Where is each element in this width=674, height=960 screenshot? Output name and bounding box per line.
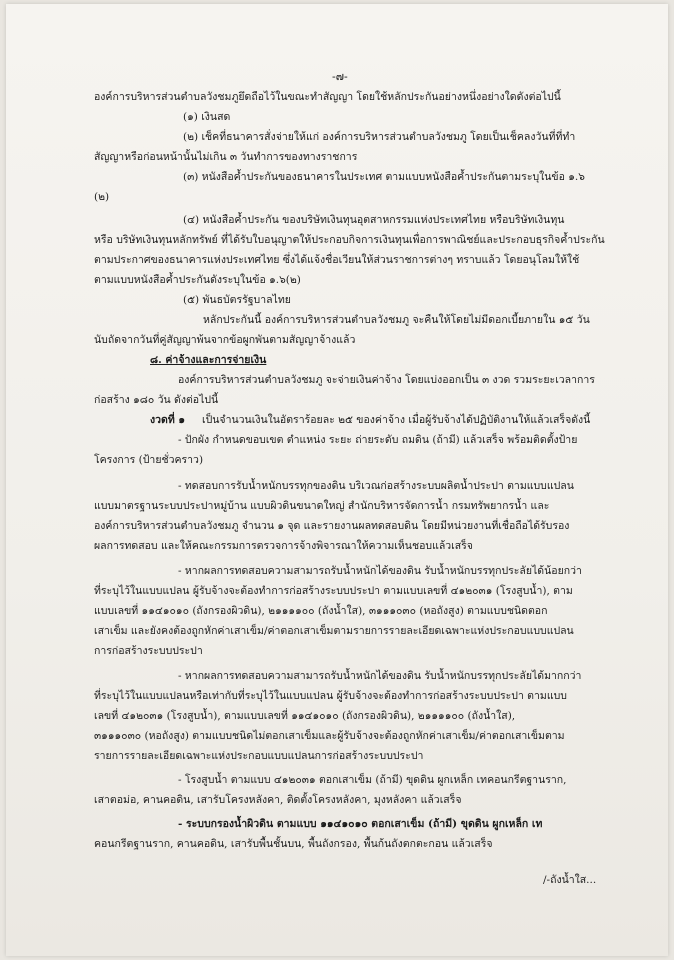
page-number: -๗- — [332, 70, 348, 83]
text-line: การก่อสร้างระบบประปา — [94, 645, 203, 657]
continuation-note: /-ถังน้ำใส... — [543, 874, 597, 886]
text-line: (๓) หนังสือค้ำประกันของธนาคารในประเทศ ตามแบบหนังสือค้ำประกันตามระบุในข้อ ๑.๖ — [183, 171, 585, 183]
text-line: ตามแบบหนังสือค้ำประกันดังระบุในข้อ ๑.๖(๒) — [94, 274, 301, 286]
text-line: (๔) หนังสือค้ำประกัน ของบริษัทเงินทุนอุตสาหกรรมแห่งประเทศไทย หรือบริษัทเงินทุน — [183, 214, 565, 226]
text-line: คอนกรีตฐานราก, คานคอดิน, เสารับพื้นชั้นบน, พื้นถังกรอง, พื้นก้นถังตกตะกอน แล้วเสร็จ — [94, 838, 493, 850]
text-line: ก่อสร้าง ๑๘๐ วัน ดังต่อไปนี้ — [94, 394, 219, 406]
text-line: เสาตอม่อ, คานคอดิน, เสารับโครงหลังคา, ติดตั้งโครงหลังคา, มุงหลังคา แล้วเสร็จ — [94, 794, 462, 806]
text-line: - ปักผัง กำหนดขอบเขต ตำแหน่ง ระยะ ถ่ายระดับ ถมดิน (ถ้ามี) แล้วเสร็จ พร้อมติดตั้งป้าย — [178, 434, 578, 446]
text-line: องค์การบริหารส่วนตำบลวังชมภู จะจ่ายเงินค่าจ้าง โดยแบ่งออกเป็น ๓ งวด รวมระยะเวลาการ — [178, 374, 595, 386]
section-heading: ๘. ค่าจ้างและการจ่ายเงิน — [150, 354, 267, 366]
text-line: - โรงสูบน้ำ ตามแบบ ๔๑๒๐๓๑ ตอกเสาเข็ม (ถ้ามี) ขุดดิน ผูกเหล็ก เทคอนกรีตฐานราก, — [178, 774, 567, 786]
text-line: ๓๑๑๑๐๓๐ (หอถังสูง) ตามแบบชนิดไม่ตอกเสาเข็มและผู้รับจ้างจะต้องถูกหักค่าเสาเข็ม/ค่าตอกเสาเข็มตาม — [94, 730, 565, 742]
text-line: เสาเข็ม และยังคงต้องถูกหักค่าเสาเข็ม/ค่าตอกเสาเข็มตามรายการรายละเอียดเฉพาะแห่งประกอบแบบแปลน — [94, 625, 574, 637]
text-line: - หากผลการทดสอบความสามารถรับน้ำหนักได้ของดิน รับน้ำหนักบรรทุกประลัยได้น้อยกว่า — [178, 565, 582, 577]
text-line: ที่ระบุไว้ในแบบแปลน ผู้รับจ้างจะต้องทำการก่อสร้างระบบประปา ตามแบบเลขที่ ๔๑๒๐๓๑ (โรงสูบน้ำ), ตาม — [94, 585, 573, 597]
text-line: หรือ บริษัทเงินทุนหลักทรัพย์ ที่ได้รับใบอนุญาตให้ประกอบกิจการเงินทุนเพื่อการพาณิชย์และประกอบธุรกิจค้ำประกัน — [94, 234, 605, 246]
text-line: องค์การบริหารส่วนตำบลวังชมภูยึดถือไว้ในขณะทำสัญญา โดยใช้หลักประกันอย่างหนึ่งอย่างใดดังต่อไปนี้ — [94, 91, 561, 103]
text-line: เป็นจำนวนเงินในอัตราร้อยละ ๒๕ ของค่าจ้าง เมื่อผู้รับจ้างได้ปฏิบัติงานให้แล้วเสร็จดังนี้ — [202, 414, 591, 426]
text-line: แบบเลขที่ ๑๑๔๑๐๑๐ (ถังกรองผิวดิน), ๒๑๑๑๑๐๐ (ถังน้ำใส), ๓๑๑๑๐๓๐ (หอถังสูง) ตามแบบชนิดตอก — [94, 605, 548, 617]
text-line: รายการรายละเอียดเฉพาะแห่งประกอบแบบแปลนการก่อสร้างระบบประปา — [94, 750, 424, 762]
text-line: เลขที่ ๔๑๒๐๓๑ (โรงสูบน้ำ), ตามแบบเลขที่ ๑๑๔๑๐๑๐ (ถังกรองผิวดิน), ๒๑๑๑๑๐๐ (ถังน้ำใส), — [94, 710, 516, 722]
text-line: นับถัดจากวันที่คู่สัญญาพ้นจากข้อผูกพันตามสัญญาจ้างแล้ว — [94, 334, 356, 346]
text-line: หลักประกันนี้ องค์การบริหารส่วนตำบลวังชมภู จะคืนให้โดยไม่มีดอกเบี้ยภายใน ๑๕ วัน — [203, 314, 590, 326]
text-line: - ทดสอบการรับน้ำหนักบรรทุกของดิน บริเวณก่อสร้างระบบผลิตน้ำประปา ตามแบบแปลน — [178, 480, 574, 492]
text-line: แบบมาตรฐานระบบประปาหมู่บ้าน แบบผิวดินขนาดใหญ่ สำนักบริหารจัดการน้ำ กรมทรัพยากรน้ำ และ — [94, 500, 550, 512]
text-line: สัญญาหรือก่อนหน้านั้นไม่เกิน ๓ วันทำการของทางราชการ — [94, 151, 358, 163]
text-line: - ระบบกรองน้ำผิวดิน ตามแบบ ๑๑๔๑๐๑๐ ตอกเสาเข็ม (ถ้ามี) ขุดดิน ผูกเหล็ก เท — [178, 818, 543, 830]
text-line: (๒) — [94, 191, 110, 203]
text-line: (๕) พันธบัตรรัฐบาลไทย — [183, 294, 291, 306]
text-line: ที่ระบุไว้ในแบบแปลนหรือเท่ากับที่ระบุไว้ในแบบแปลน ผู้รับจ้างจะต้องทำการก่อสร้างระบบประปา ตามแบบ — [94, 690, 567, 702]
text-line: (๑) เงินสด — [183, 111, 231, 123]
installment-label: งวดที่ ๑ — [150, 414, 186, 426]
text-line: โครงการ (ป้ายชั่วคราว) — [94, 454, 204, 466]
text-line: ผลการทดสอบ และให้คณะกรรมการตรวจการจ้างพิจารณาให้ความเห็นชอบแล้วเสร็จ — [94, 540, 473, 552]
text-line: องค์การบริหารส่วนตำบลวังชมภู จำนวน ๑ จุด และรายงานผลทดสอบดิน โดยมีหน่วยงานที่เชื่อถือได้รับรอง — [94, 520, 570, 532]
text-line: - หากผลการทดสอบความสามารถรับน้ำหนักได้ของดิน รับน้ำหนักบรรทุกประลัยได้มากกว่า — [178, 670, 582, 682]
text-line: (๒) เช็คที่ธนาคารสั่งจ่ายให้แก่ องค์การบริหารส่วนตำบลวังชมภู โดยเป็นเช็คลงวันที่ที่ทำ — [183, 131, 576, 143]
document-page — [6, 4, 668, 956]
text-line: ตามประกาศของธนาคารแห่งประเทศไทย ซึ่งได้แจ้งชื่อเวียนให้ส่วนราชการต่างๆ ทราบแล้ว โดยอนุโลมให้ใช้ — [94, 254, 580, 266]
